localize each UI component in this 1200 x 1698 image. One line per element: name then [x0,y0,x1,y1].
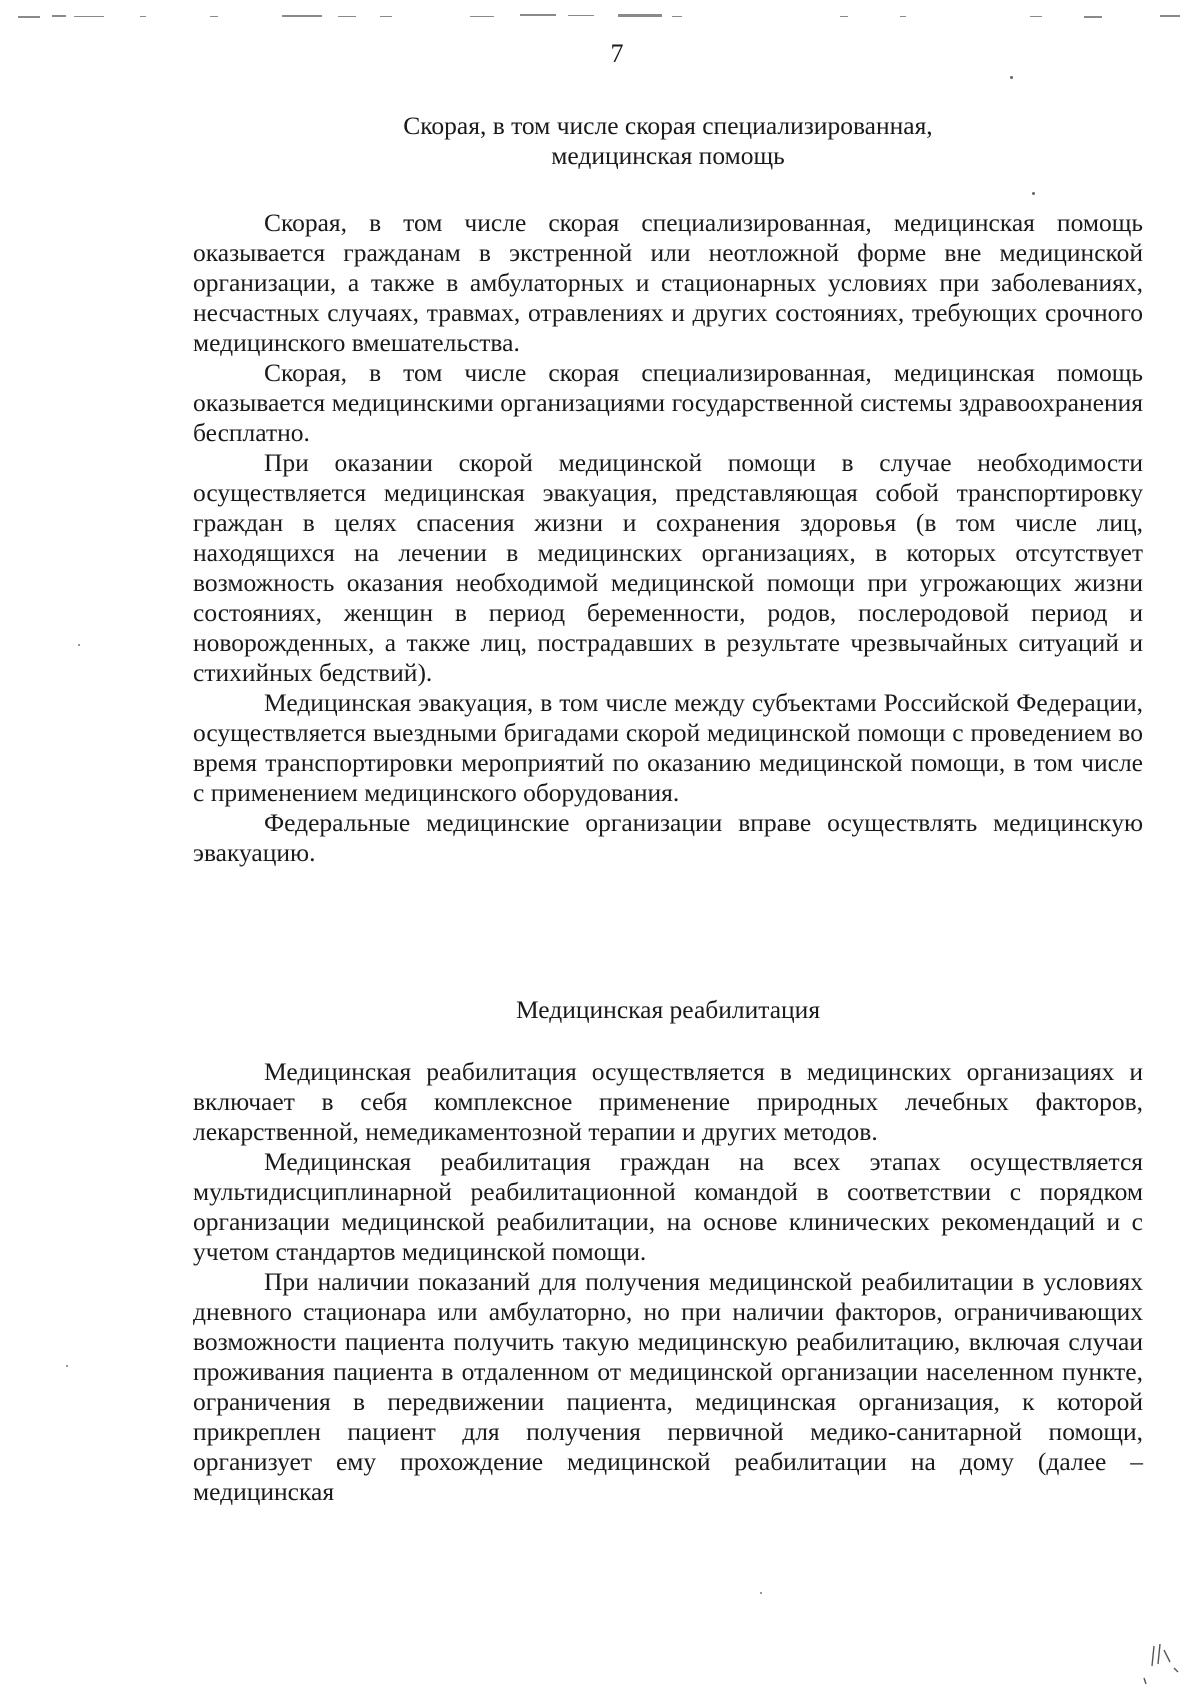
scan-mark-corner [1140,1638,1184,1686]
scan-speck [1010,76,1013,79]
section-heading-emergency-care [193,111,1143,171]
scan-speck [66,1365,68,1367]
scan-speck [760,1592,762,1594]
section-heading-rehabilitation [193,995,1143,1025]
paragraph: Медицинская эвакуация, в том числе между субъектами Российской Федерации, осуществляется выездными бригадами скорой медицинской помощи с проведением во время транспортировки мероприятий по оказанию медицинской помощи, в том числе с применением медицинского оборудования. [193,688,1143,807]
scan-noise-top [0,10,1200,24]
section-body-emergency-care [193,208,1143,868]
paragraph: Медицинская реабилитация осуществляется в медицинских организациях и включает в себя комплексное применение природных лечебных факторов, лекарственной, немедикаментозной терапии и других методов. [193,1057,1143,1146]
section-body-rehabilitation [193,1057,1143,1507]
scan-speck [1032,192,1035,195]
paragraph: Медицинская реабилитация граждан на всех этапах осуществляется мультидисциплинарной реабилитационной командой в соответствии с порядком организации медицинской реабилитации, на основе клинических рекомендаций и с учетом стандартов медицинской помощи. [193,1147,1143,1266]
paragraph: При оказании скорой медицинской помощи в случае необходимости осуществляется медицинская эвакуация, представляющая собой транспортировку граждан в целях спасения жизни и сохранения здоровья (в том числе лиц, находящихся на лечении в медицинских организациях, в которых отсутствует возможность оказания необходимой медицинской помощи при угрожающих жизни состояниях, женщин в период беременности, родов, послеродовой период и новорожденных, а также лиц, пострадавших в результате чрезвычайных ситуаций и стихийных бедствий). [193,448,1143,687]
paragraph: Федеральные медицинские организации вправе осуществлять медицинскую эвакуацию. [193,808,1143,867]
section-heading-line: Скорая, в том числе скорая специализированная, [403,111,933,140]
paragraph: При наличии показаний для получения медицинской реабилитации в условиях дневного стационара или амбулаторно, но при наличии факторов, ограничивающих возможности пациента получить такую медицинскую реабилитацию, включая случаи проживания пациента в отдаленном от медицинской организации населенном пункте, ограничения в передвижении пациента, медицинская организация, к которой прикреплен пациент для получения первичной медико-санитарной помощи, организует ему прохождение медицинской реабилитации на дому (далее – медицинская [193,1267,1143,1506]
section-heading-line: Медицинская реабилитация [515,995,821,1024]
page-number: 7 [610,39,624,68]
scan-speck [78,644,80,646]
section-heading-line: медицинская помощь [551,141,785,170]
paragraph: Скорая, в том числе скорая специализированная, медицинская помощь оказывается гражданам в экстренной или неотложной форме вне медицинской организации, а также в амбулаторных и стационарных условиях при заболеваниях, несчастных случаях, травмах, отравлениях и других состояниях, требующих срочного медицинского вмешательства. [193,208,1143,357]
paragraph: Скорая, в том числе скорая специализированная, медицинская помощь оказывается медицинскими организациями государственной системы здравоохранения бесплатно. [193,358,1143,447]
